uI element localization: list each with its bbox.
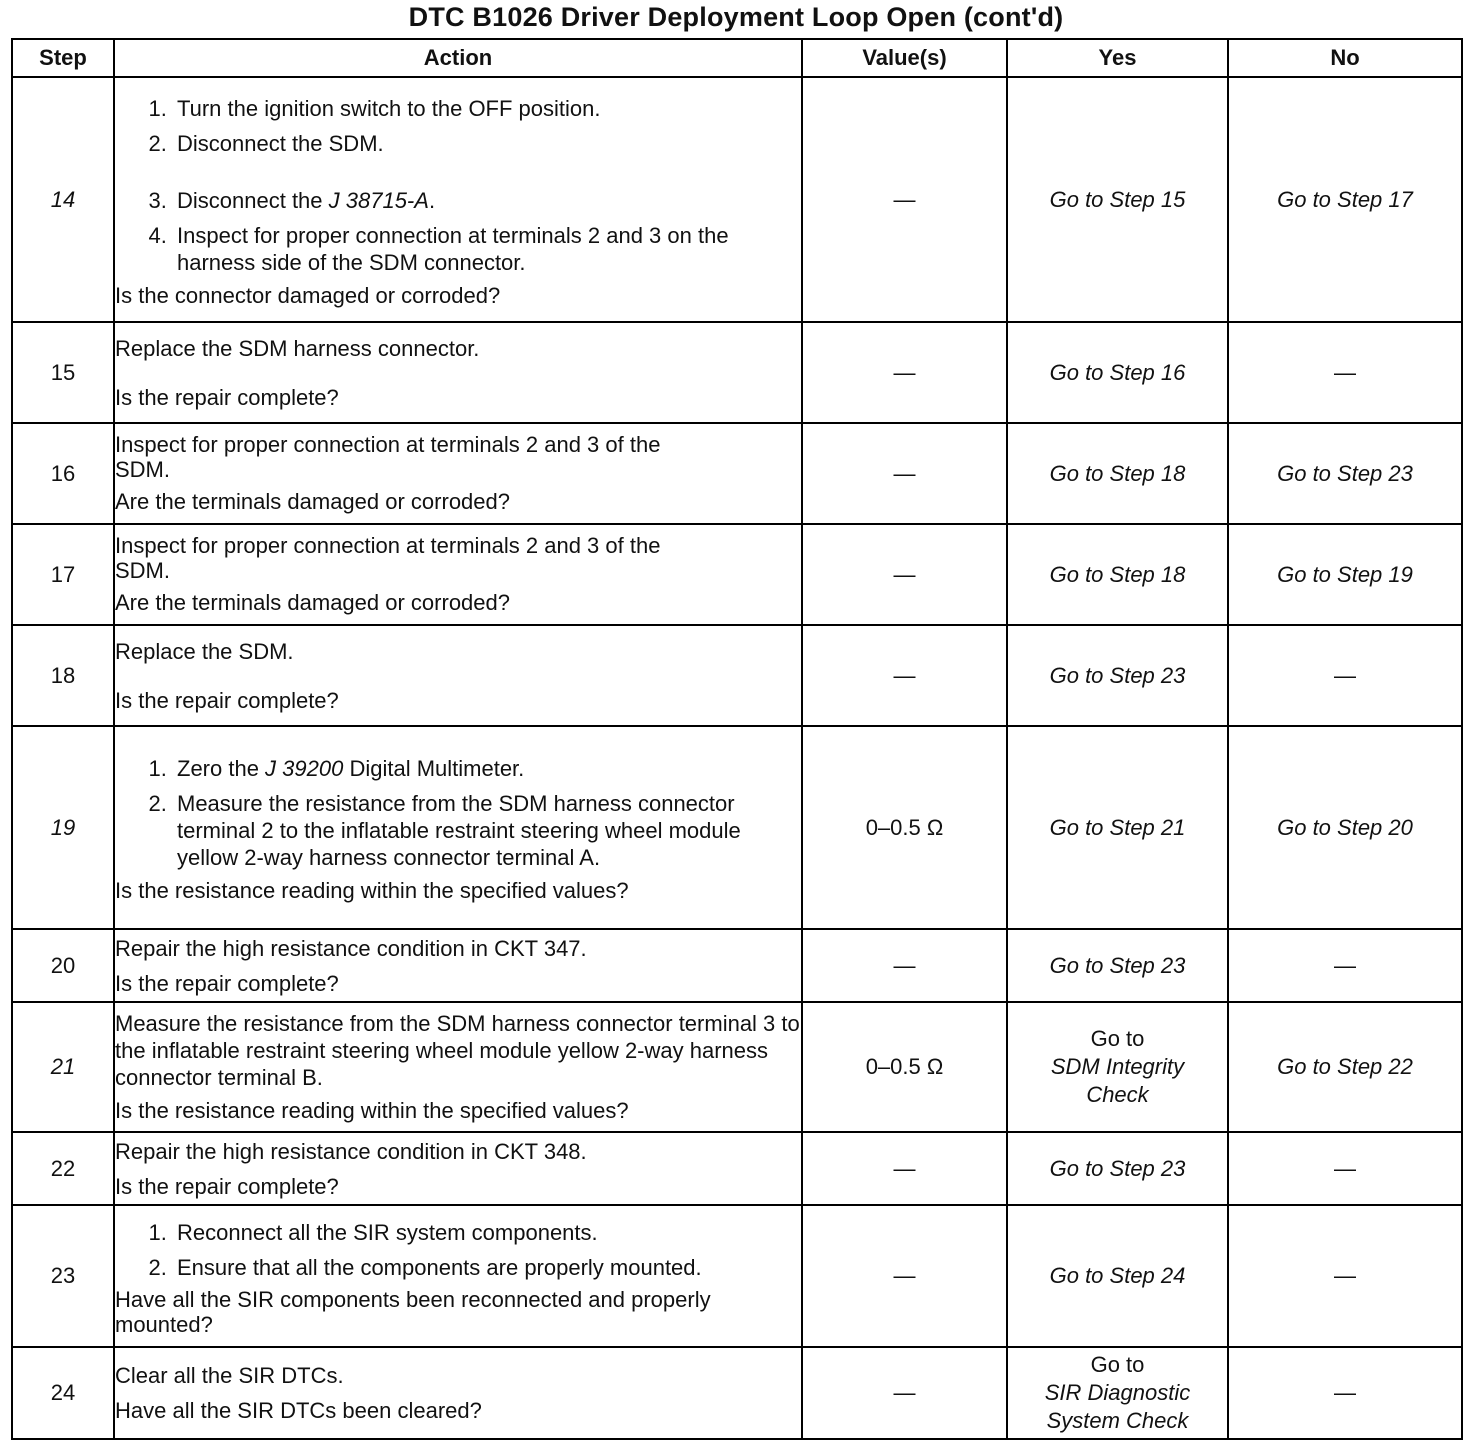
tool-reference: J 39200	[265, 756, 344, 781]
action-question: Is the repair complete?	[115, 1173, 339, 1199]
value-cell: 0–0.5 Ω	[802, 1002, 1007, 1132]
yes-cell: Go to Step 23	[1007, 929, 1228, 1002]
step-number: 18	[12, 625, 114, 726]
step-number: 16	[12, 423, 114, 524]
no-cell: Go to Step 20	[1228, 726, 1462, 929]
sir-diagnostic-system-check-link[interactable]: SIR Diagnostic System Check	[1044, 1380, 1191, 1433]
action-cell	[114, 322, 802, 423]
action-question: Is the repair complete?	[115, 687, 339, 713]
action-question: Is the repair complete?	[115, 384, 339, 410]
yes-cell: Go to Step 18	[1007, 524, 1228, 625]
action-question: Have all the SIR DTCs been cleared?	[115, 1398, 482, 1423]
table-row	[12, 77, 1462, 322]
action-text: Repair the high resistance condition in CKT 348.	[115, 1138, 587, 1164]
step-number: 24	[12, 1347, 114, 1439]
yes-cell: Go to Step 18	[1007, 423, 1228, 524]
action-text: Replace the SDM.	[115, 638, 294, 664]
no-cell: Go to Step 23	[1228, 423, 1462, 524]
action-item: 2. Ensure that all the components are properly mounted.	[173, 1254, 801, 1281]
action-text: Clear all the SIR DTCs.	[115, 1363, 344, 1388]
action-item: 3. Disconnect the J 38715-A.	[173, 187, 801, 214]
table-row	[12, 1347, 1462, 1439]
action-question: Is the resistance reading within the specified values?	[115, 1098, 629, 1123]
table-row	[12, 625, 1462, 726]
action-item: 1. Turn the ignition switch to the OFF position.	[173, 95, 801, 122]
yes-cell: Go to Step 23	[1007, 625, 1228, 726]
no-cell: Go to Step 17	[1228, 77, 1462, 322]
step-number: 17	[12, 524, 114, 625]
step-number: 14	[12, 77, 114, 322]
yes-cell: Go to Step 15	[1007, 77, 1228, 322]
table-row	[12, 1205, 1462, 1347]
action-cell	[114, 423, 802, 524]
value-cell: —	[802, 423, 1007, 524]
table-row	[12, 322, 1462, 423]
action-question: Is the resistance reading within the specified values?	[115, 878, 629, 903]
page-title: DTC B1026 Driver Deployment Loop Open (cont'd)	[408, 2, 1064, 32]
action-item: 2. Measure the resistance from the SDM harness connector terminal 2 to the inflatable restraint steering wheel module yellow 2-way harness connector terminal A.	[173, 790, 801, 871]
no-cell: —	[1228, 1132, 1462, 1205]
action-text: Repair the high resistance condition in CKT 347.	[115, 935, 587, 961]
step-number: 22	[12, 1132, 114, 1205]
action-cell	[114, 1132, 802, 1205]
table-row	[12, 423, 1462, 524]
header-action: Action	[114, 39, 802, 77]
step-number: 19	[12, 726, 114, 929]
action-item: 1. Reconnect all the SIR system components.	[173, 1219, 801, 1246]
yes-cell: Go to Step 16	[1007, 322, 1228, 423]
header-step: Step	[12, 39, 114, 77]
action-text: Inspect for proper connection at terminals 2 and 3 of the SDM.	[115, 432, 661, 482]
action-cell	[114, 625, 802, 726]
value-cell: —	[802, 1132, 1007, 1205]
action-item: 4. Inspect for proper connection at terminals 2 and 3 on the harness side of the SDM connector.	[173, 222, 801, 276]
no-cell: —	[1228, 625, 1462, 726]
action-cell	[114, 524, 802, 625]
value-cell: —	[802, 77, 1007, 322]
value-cell: —	[802, 1347, 1007, 1439]
step-number: 15	[12, 322, 114, 423]
no-cell: —	[1228, 929, 1462, 1002]
tool-reference: J 38715-A	[328, 187, 429, 213]
action-cell	[114, 77, 802, 322]
table-row	[12, 929, 1462, 1002]
yes-cell: Go to Step 23	[1007, 1132, 1228, 1205]
action-question: Are the terminals damaged or corroded?	[115, 489, 510, 514]
yes-cell: Go to Step 21	[1007, 726, 1228, 929]
value-cell: —	[802, 1205, 1007, 1347]
no-cell: Go to Step 22	[1228, 1002, 1462, 1132]
action-text: Inspect for proper connection at terminals 2 and 3 of the SDM.	[115, 533, 661, 583]
header-values: Value(s)	[802, 39, 1007, 77]
yes-cell: Go to SIR Diagnostic System Check	[1007, 1347, 1228, 1439]
value-cell: —	[802, 929, 1007, 1002]
table-row	[12, 1002, 1462, 1132]
value-cell: —	[802, 625, 1007, 726]
action-cell	[114, 726, 802, 929]
no-cell: —	[1228, 1347, 1462, 1439]
header-no: No	[1228, 39, 1462, 77]
action-text: Replace the SDM harness connector.	[115, 335, 480, 361]
value-cell: 0–0.5 Ω	[802, 726, 1007, 929]
action-cell	[114, 1002, 802, 1132]
table-header-row	[12, 39, 1462, 77]
action-text: Measure the resistance from the SDM harness connector terminal 3 to the inflatable restraint steering wheel module yellow 2-way harness connector terminal B.	[115, 1011, 800, 1090]
yes-cell: Go to Step 24	[1007, 1205, 1228, 1347]
no-cell: —	[1228, 1205, 1462, 1347]
no-cell: —	[1228, 322, 1462, 423]
table-row	[12, 524, 1462, 625]
diagnostic-table	[11, 38, 1463, 1440]
action-question: Is the repair complete?	[115, 970, 339, 996]
action-cell	[114, 1347, 802, 1439]
header-yes: Yes	[1007, 39, 1228, 77]
step-number: 21	[12, 1002, 114, 1132]
table-row	[12, 726, 1462, 929]
action-item: 2. Disconnect the SDM.	[173, 130, 801, 157]
value-cell: —	[802, 322, 1007, 423]
action-question: Have all the SIR components been reconnected and properly mounted?	[115, 1287, 711, 1337]
action-cell	[114, 929, 802, 1002]
no-cell: Go to Step 19	[1228, 524, 1462, 625]
action-question: Is the connector damaged or corroded?	[115, 282, 501, 308]
step-number: 23	[12, 1205, 114, 1347]
step-number: 20	[12, 929, 114, 1002]
table-row	[12, 1132, 1462, 1205]
action-question: Are the terminals damaged or corroded?	[115, 590, 510, 615]
value-cell: —	[802, 524, 1007, 625]
action-cell	[114, 1205, 802, 1347]
sdm-integrity-check-link[interactable]: SDM Integrity Check	[1050, 1054, 1185, 1107]
action-item: 1. Zero the J 39200 Digital Multimeter.	[173, 755, 801, 782]
yes-cell: Go to SDM Integrity Check	[1007, 1002, 1228, 1132]
